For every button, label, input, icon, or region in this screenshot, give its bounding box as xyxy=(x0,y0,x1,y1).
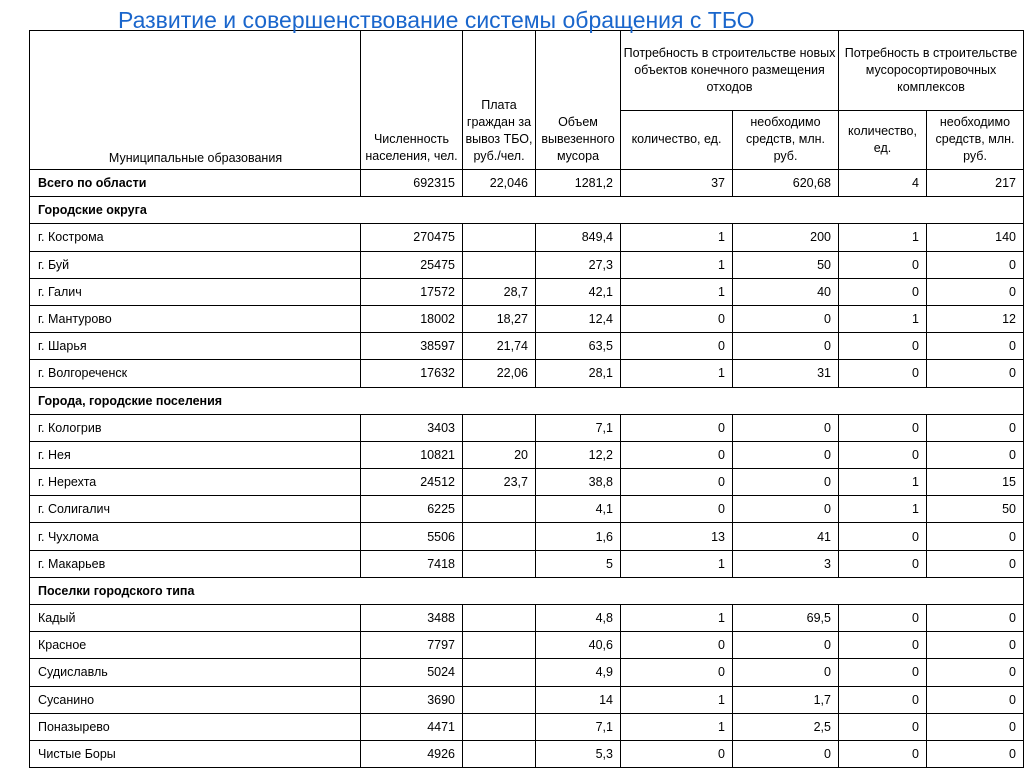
cell-fee xyxy=(463,523,536,550)
cell-name: г. Кострома xyxy=(30,224,361,251)
cell-sort-funds: 0 xyxy=(927,333,1024,360)
cell-population: 4471 xyxy=(361,713,463,740)
cell-name: Поназырево xyxy=(30,713,361,740)
cell-name: г. Галич xyxy=(30,278,361,305)
table-row xyxy=(30,441,1024,468)
cell-fee xyxy=(463,414,536,441)
cell-name: г. Волгореченск xyxy=(30,360,361,387)
cell-new-funds: 0 xyxy=(733,469,839,496)
cell-new-qty: 1 xyxy=(621,278,733,305)
cell-population: 7797 xyxy=(361,632,463,659)
cell-sort-qty: 4 xyxy=(839,170,927,197)
table-row xyxy=(30,305,1024,332)
cell-new-qty: 0 xyxy=(621,414,733,441)
table-row xyxy=(30,659,1024,686)
cell-new-qty: 37 xyxy=(621,170,733,197)
cell-sort-qty: 0 xyxy=(839,605,927,632)
cell-fee: 20 xyxy=(463,441,536,468)
table-row xyxy=(30,251,1024,278)
cell-volume: 38,8 xyxy=(536,469,621,496)
cell-new-funds: 1,7 xyxy=(733,686,839,713)
cell-new-funds: 40 xyxy=(733,278,839,305)
table-row xyxy=(30,740,1024,767)
header-municipality: Муниципальные образования xyxy=(30,31,361,170)
cell-sort-qty: 1 xyxy=(839,224,927,251)
cell-name: г. Буй xyxy=(30,251,361,278)
cell-sort-funds: 0 xyxy=(927,632,1024,659)
table-row xyxy=(30,523,1024,550)
cell-sort-funds: 15 xyxy=(927,469,1024,496)
cell-sort-qty: 0 xyxy=(839,740,927,767)
cell-volume: 1,6 xyxy=(536,523,621,550)
header-group-sorting: Потребность в строительстве мусоросортировочных комплексов xyxy=(839,31,1024,111)
cell-new-qty: 1 xyxy=(621,550,733,577)
cell-sort-qty: 0 xyxy=(839,550,927,577)
table-row xyxy=(30,632,1024,659)
table-row xyxy=(30,278,1024,305)
section-title: Городские округа xyxy=(30,197,1024,224)
cell-name: г. Мантурово xyxy=(30,305,361,332)
cell-new-funds: 620,68 xyxy=(733,170,839,197)
cell-sort-funds: 217 xyxy=(927,170,1024,197)
table-row xyxy=(30,224,1024,251)
cell-population: 270475 xyxy=(361,224,463,251)
cell-volume: 40,6 xyxy=(536,632,621,659)
cell-name: Всего по области xyxy=(30,170,361,197)
cell-fee xyxy=(463,251,536,278)
cell-new-qty: 0 xyxy=(621,740,733,767)
cell-sort-qty: 0 xyxy=(839,441,927,468)
header-sort-funds: необходимо средств, млн. руб. xyxy=(927,111,1024,170)
cell-sort-qty: 0 xyxy=(839,632,927,659)
cell-name: г. Нея xyxy=(30,441,361,468)
cell-fee xyxy=(463,550,536,577)
cell-population: 25475 xyxy=(361,251,463,278)
cell-new-funds: 31 xyxy=(733,360,839,387)
cell-fee xyxy=(463,713,536,740)
cell-new-funds: 2,5 xyxy=(733,713,839,740)
cell-population: 18002 xyxy=(361,305,463,332)
cell-new-funds: 0 xyxy=(733,305,839,332)
cell-volume: 5 xyxy=(536,550,621,577)
header-fee: Плата граждан за вывоз ТБО, руб./чел. xyxy=(463,31,536,170)
cell-name: Красное xyxy=(30,632,361,659)
cell-new-funds: 3 xyxy=(733,550,839,577)
cell-volume: 7,1 xyxy=(536,414,621,441)
cell-sort-funds: 0 xyxy=(927,550,1024,577)
header-new-qty: количество, ед. xyxy=(621,111,733,170)
cell-sort-qty: 0 xyxy=(839,360,927,387)
cell-new-funds: 0 xyxy=(733,496,839,523)
cell-name: г. Нерехта xyxy=(30,469,361,496)
cell-fee: 22,046 xyxy=(463,170,536,197)
header-sort-qty: количество, ед. xyxy=(839,111,927,170)
cell-fee xyxy=(463,740,536,767)
cell-fee xyxy=(463,605,536,632)
cell-sort-qty: 0 xyxy=(839,414,927,441)
cell-sort-qty: 1 xyxy=(839,469,927,496)
table-row xyxy=(30,550,1024,577)
cell-new-qty: 13 xyxy=(621,523,733,550)
cell-population: 5506 xyxy=(361,523,463,550)
cell-name: Чистые Боры xyxy=(30,740,361,767)
table-row xyxy=(30,414,1024,441)
cell-population: 38597 xyxy=(361,333,463,360)
cell-fee: 23,7 xyxy=(463,469,536,496)
cell-volume: 4,8 xyxy=(536,605,621,632)
cell-fee xyxy=(463,224,536,251)
cell-name: г. Чухлома xyxy=(30,523,361,550)
cell-sort-qty: 0 xyxy=(839,659,927,686)
cell-fee xyxy=(463,659,536,686)
section-header-row xyxy=(30,577,1024,604)
cell-sort-qty: 1 xyxy=(839,305,927,332)
total-row xyxy=(30,170,1024,197)
cell-fee: 28,7 xyxy=(463,278,536,305)
cell-new-qty: 0 xyxy=(621,496,733,523)
cell-sort-funds: 140 xyxy=(927,224,1024,251)
cell-new-qty: 1 xyxy=(621,686,733,713)
cell-new-funds: 0 xyxy=(733,659,839,686)
cell-population: 17572 xyxy=(361,278,463,305)
cell-volume: 14 xyxy=(536,686,621,713)
table-row xyxy=(30,686,1024,713)
table-wrapper xyxy=(29,30,1024,768)
cell-sort-funds: 0 xyxy=(927,441,1024,468)
table-header xyxy=(30,31,1024,170)
cell-population: 10821 xyxy=(361,441,463,468)
cell-new-qty: 0 xyxy=(621,333,733,360)
cell-fee xyxy=(463,632,536,659)
section-title: Поселки городского типа xyxy=(30,577,1024,604)
cell-sort-qty: 0 xyxy=(839,713,927,740)
cell-sort-qty: 1 xyxy=(839,496,927,523)
section-title: Города, городские поселения xyxy=(30,387,1024,414)
cell-new-qty: 1 xyxy=(621,251,733,278)
cell-volume: 63,5 xyxy=(536,333,621,360)
header-new-funds: необходимо средств, млн. руб. xyxy=(733,111,839,170)
page-title: Развитие и совершенствование системы обращения с ТБО xyxy=(118,7,755,33)
cell-volume: 7,1 xyxy=(536,713,621,740)
cell-sort-funds: 0 xyxy=(927,414,1024,441)
cell-name: г. Солигалич xyxy=(30,496,361,523)
cell-sort-funds: 0 xyxy=(927,278,1024,305)
cell-sort-qty: 0 xyxy=(839,686,927,713)
cell-new-qty: 1 xyxy=(621,713,733,740)
cell-new-qty: 0 xyxy=(621,441,733,468)
cell-new-funds: 41 xyxy=(733,523,839,550)
cell-sort-funds: 0 xyxy=(927,360,1024,387)
table-row xyxy=(30,360,1024,387)
cell-sort-funds: 0 xyxy=(927,740,1024,767)
table-row xyxy=(30,496,1024,523)
cell-volume: 42,1 xyxy=(536,278,621,305)
cell-sort-qty: 0 xyxy=(839,333,927,360)
cell-sort-funds: 0 xyxy=(927,686,1024,713)
section-header-row xyxy=(30,387,1024,414)
cell-new-funds: 69,5 xyxy=(733,605,839,632)
waste-table xyxy=(29,30,1024,768)
table-row xyxy=(30,469,1024,496)
header-group-new-sites: Потребность в строительстве новых объектов конечного размещения отходов xyxy=(621,31,839,111)
cell-population: 6225 xyxy=(361,496,463,523)
cell-new-funds: 50 xyxy=(733,251,839,278)
cell-volume: 28,1 xyxy=(536,360,621,387)
cell-population: 7418 xyxy=(361,550,463,577)
cell-new-funds: 0 xyxy=(733,333,839,360)
cell-new-qty: 1 xyxy=(621,360,733,387)
cell-sort-funds: 0 xyxy=(927,251,1024,278)
cell-new-funds: 0 xyxy=(733,632,839,659)
table-row xyxy=(30,605,1024,632)
cell-fee: 21,74 xyxy=(463,333,536,360)
cell-new-funds: 200 xyxy=(733,224,839,251)
cell-sort-qty: 0 xyxy=(839,251,927,278)
cell-sort-qty: 0 xyxy=(839,523,927,550)
cell-name: г. Шарья xyxy=(30,333,361,360)
cell-new-qty: 1 xyxy=(621,605,733,632)
cell-new-qty: 0 xyxy=(621,469,733,496)
cell-name: Кадый xyxy=(30,605,361,632)
cell-fee: 22,06 xyxy=(463,360,536,387)
cell-fee xyxy=(463,686,536,713)
cell-new-qty: 1 xyxy=(621,224,733,251)
cell-name: Сусанино xyxy=(30,686,361,713)
cell-volume: 12,2 xyxy=(536,441,621,468)
table-body xyxy=(30,170,1024,768)
cell-population: 4926 xyxy=(361,740,463,767)
cell-volume: 4,1 xyxy=(536,496,621,523)
cell-sort-funds: 0 xyxy=(927,659,1024,686)
cell-population: 692315 xyxy=(361,170,463,197)
cell-name: г. Кологрив xyxy=(30,414,361,441)
cell-new-funds: 0 xyxy=(733,740,839,767)
cell-name: г. Макарьев xyxy=(30,550,361,577)
cell-sort-funds: 0 xyxy=(927,605,1024,632)
cell-volume: 4,9 xyxy=(536,659,621,686)
cell-new-qty: 0 xyxy=(621,659,733,686)
cell-population: 24512 xyxy=(361,469,463,496)
cell-population: 3690 xyxy=(361,686,463,713)
cell-sort-funds: 50 xyxy=(927,496,1024,523)
cell-sort-funds: 12 xyxy=(927,305,1024,332)
cell-volume: 1281,2 xyxy=(536,170,621,197)
cell-new-funds: 0 xyxy=(733,441,839,468)
cell-population: 17632 xyxy=(361,360,463,387)
table-row xyxy=(30,713,1024,740)
cell-volume: 27,3 xyxy=(536,251,621,278)
cell-new-qty: 0 xyxy=(621,305,733,332)
cell-name: Судиславль xyxy=(30,659,361,686)
cell-new-qty: 0 xyxy=(621,632,733,659)
header-population: Численность населения, чел. xyxy=(361,31,463,170)
cell-population: 5024 xyxy=(361,659,463,686)
cell-fee: 18,27 xyxy=(463,305,536,332)
section-header-row xyxy=(30,197,1024,224)
header-volume: Объем вывезенного мусора xyxy=(536,31,621,170)
cell-volume: 12,4 xyxy=(536,305,621,332)
cell-fee xyxy=(463,496,536,523)
cell-new-funds: 0 xyxy=(733,414,839,441)
cell-sort-funds: 0 xyxy=(927,523,1024,550)
cell-population: 3488 xyxy=(361,605,463,632)
cell-sort-funds: 0 xyxy=(927,713,1024,740)
cell-sort-qty: 0 xyxy=(839,278,927,305)
table-row xyxy=(30,333,1024,360)
cell-population: 3403 xyxy=(361,414,463,441)
cell-volume: 5,3 xyxy=(536,740,621,767)
cell-volume: 849,4 xyxy=(536,224,621,251)
